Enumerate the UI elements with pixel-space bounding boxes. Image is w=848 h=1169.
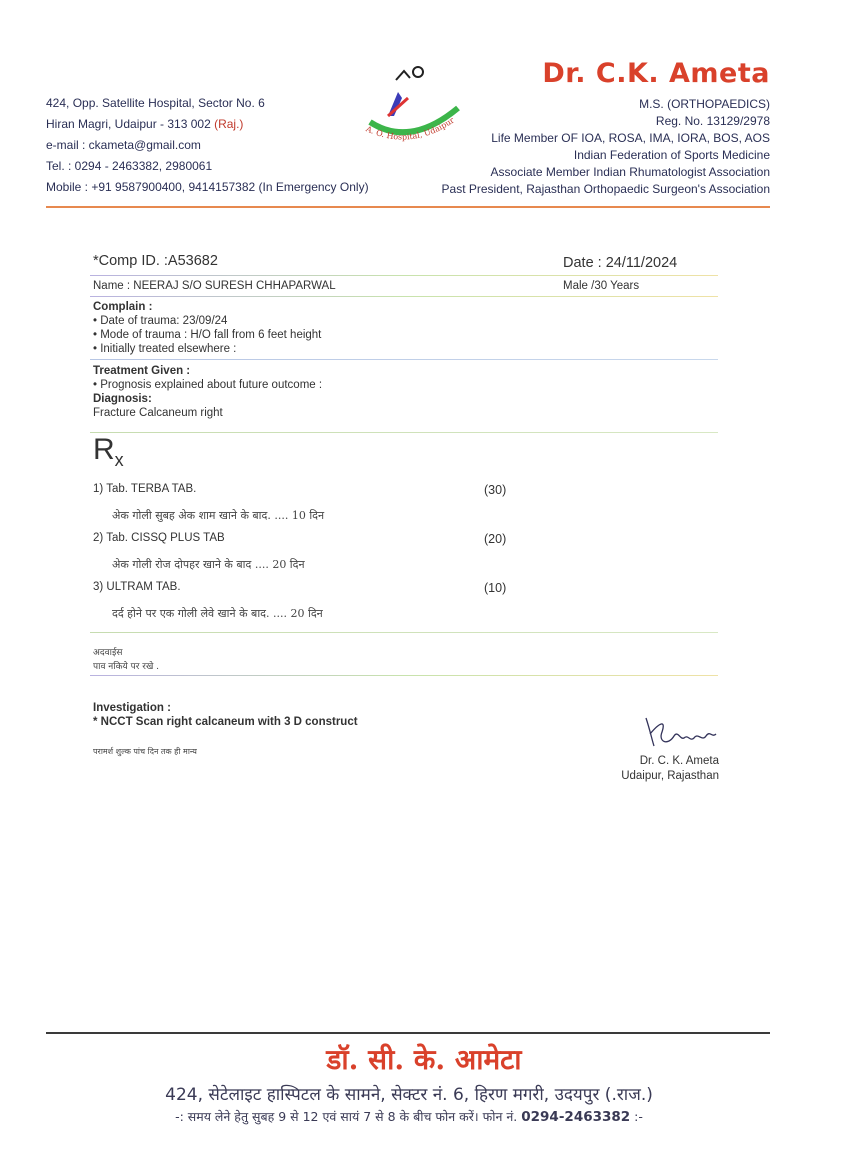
medicine-instruction: अेक गोली सुबह अेक शाम खाने के बाद. .... 10 दिन	[112, 509, 325, 522]
qualification-line: Life Member OF IOA, ROSA, IMA, IORA, BOS, AOS	[491, 131, 770, 145]
footer-phone: 0294-2463382	[521, 1109, 631, 1125]
complain-item: • Date of trauma: 23/09/24	[93, 315, 228, 327]
diagnosis-text: Fracture Calcaneum right	[93, 407, 223, 419]
complain-item: • Mode of trauma : H/O fall from 6 feet height	[93, 329, 322, 341]
treatment-section	[93, 364, 322, 420]
fee-validity-note: परामर्श शुल्क पांच दिन तक ही मान्य	[93, 747, 197, 756]
investigation-section	[93, 701, 358, 729]
medicine-name: 3) ULTRAM TAB.	[93, 581, 181, 593]
complain-heading: Complain :	[93, 301, 153, 313]
telephone-line: Tel. : 0294 - 2463382, 2980061	[46, 159, 213, 173]
footer-timing: -: समय लेने हेतु सुबह 9 से 12 एवं सायं 7 से 8 के बीच फोन करें। फोन नं. 0294-2463382 :-	[175, 1109, 643, 1125]
logo-head-icon	[413, 67, 423, 77]
email-line: e-mail : ckameta@gmail.com	[46, 138, 201, 152]
complain-item: • Initially treated elsewhere :	[93, 343, 237, 355]
patient-gender-age: Male /30 Years	[563, 280, 640, 292]
comp-id: *Comp ID. :A53682	[93, 253, 218, 269]
address-line-2: Hiran Magri, Udaipur - 313 002 (Raj.)	[46, 117, 244, 131]
medicine-instruction: अेक गोली रोज दोपहर खाने के बाद .... 20 दिन	[112, 558, 305, 571]
divider	[90, 296, 718, 297]
diagnosis-heading: Diagnosis:	[93, 393, 152, 405]
qualification-line: Associate Member Indian Rhumatologist Association	[490, 165, 770, 179]
rx-symbol: $R_x$	[93, 433, 124, 470]
footer-address-hindi: 424, सेटेलाइट हास्पिटल के सामने, सेक्टर नं. 6, हिरण मगरी, उदयपुर (.राज.)	[165, 1085, 653, 1105]
mobile-line: Mobile : +91 9587900400, 9414157382 (In Emergency Only)	[46, 180, 369, 194]
advice-heading: अदवाईस	[93, 648, 123, 658]
investigation-item: * NCCT Scan right calcaneum with 3 D construct	[93, 716, 358, 728]
medicine-name: 1) Tab. TERBA TAB.	[93, 483, 197, 495]
divider	[90, 632, 718, 633]
treatment-heading: Treatment Given :	[93, 365, 191, 377]
medicine-quantity: (30)	[484, 483, 507, 497]
clinic-address	[46, 93, 369, 198]
investigation-heading: Investigation :	[93, 702, 171, 714]
qualification-line: Reg. No. 13129/2978	[655, 114, 770, 128]
complain-section	[93, 300, 321, 356]
header-divider	[46, 206, 770, 208]
qualification-line: M.S. (ORTHOPAEDICS)	[639, 97, 770, 111]
medicine-quantity: (10)	[484, 581, 507, 595]
signature-block	[621, 754, 719, 784]
medicine-name: 2) Tab. CISSQ PLUS TAB	[93, 532, 225, 544]
footer-doctor-name-hindi: डॉ. सी. के. आमेटा	[326, 1043, 522, 1076]
divider	[90, 275, 718, 276]
address-line-1: 424, Opp. Satellite Hospital, Sector No. 6	[46, 96, 265, 110]
divider	[90, 432, 718, 433]
advice-text: पाव नकिये पर रखे .	[93, 662, 160, 672]
patient-name: Name : NEERAJ S/O SURESH CHHAPARWAL	[93, 280, 336, 292]
medicine-quantity: (20)	[484, 532, 507, 546]
logo-runner-icon	[396, 71, 410, 80]
doctor-qualifications	[442, 96, 770, 198]
qualification-line: Indian Federation of Sports Medicine	[573, 148, 770, 162]
footer-timing-text: -: समय लेने हेतु सुबह 9 से 12 एवं सायं 7 से 8 के बीच फोन करें। फोन नं.	[175, 1109, 518, 1124]
qualification-line: Past President, Rajasthan Orthopaedic Surgeon's Association	[441, 182, 770, 196]
signature-place: Udaipur, Rajasthan	[621, 770, 719, 782]
signature-image	[640, 712, 722, 754]
footer-divider	[46, 1032, 770, 1034]
divider	[90, 359, 718, 360]
signature-doctor-name: Dr. C. K. Ameta	[639, 755, 719, 767]
doctor-name: Dr. C.K. Ameta	[542, 58, 770, 89]
logo-text: A. O. Hospital, Udaipur	[364, 115, 456, 142]
medicine-instruction: दर्द होने पर एक गोली लेवे खाने के बाद. .... 20 दिन	[112, 607, 323, 620]
divider	[90, 675, 718, 676]
prescription-date: Date : 24/11/2024	[563, 255, 678, 271]
treatment-item: • Prognosis explained about future outcome :	[93, 379, 323, 391]
